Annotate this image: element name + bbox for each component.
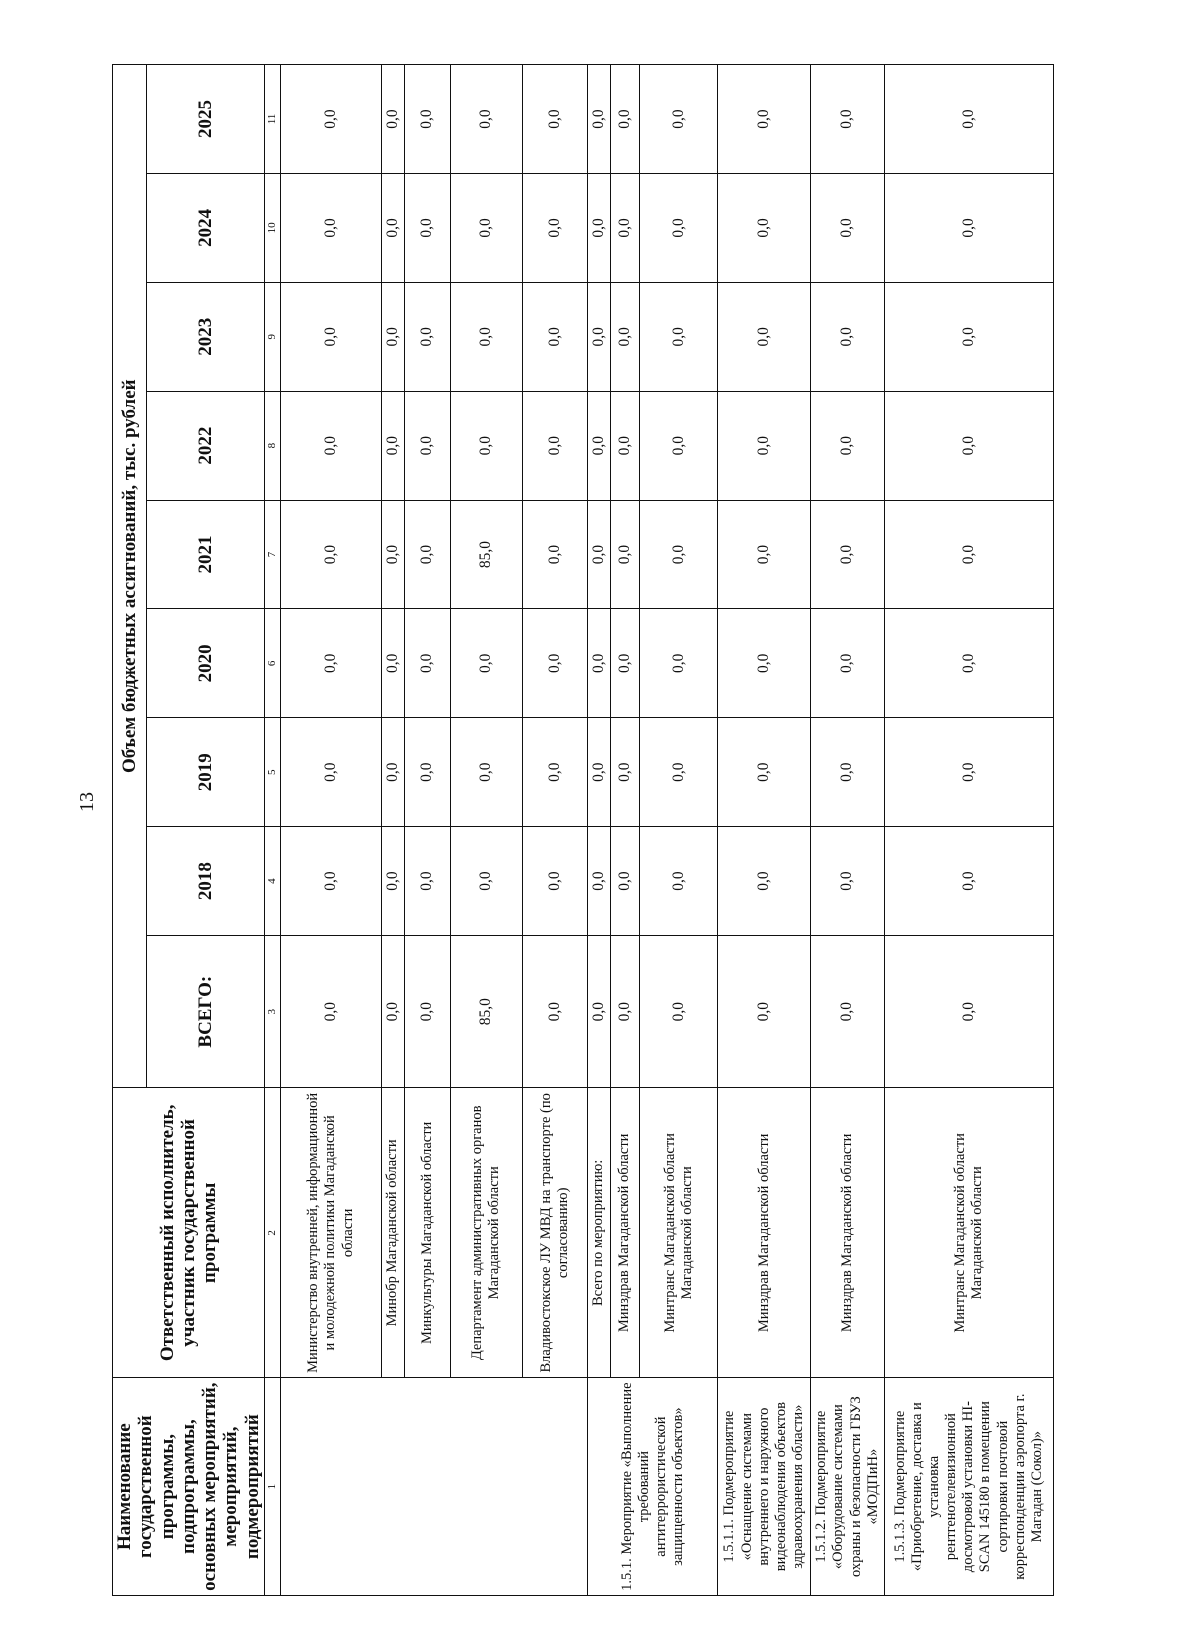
column-number: 6 (264, 609, 280, 718)
row-total-cell: 0,0 (404, 936, 450, 1088)
row-year-value-cell: 0,0 (811, 718, 885, 827)
table-row (382, 65, 404, 1596)
row-year-value-cell: 0,0 (382, 827, 404, 936)
row-year-value-cell: 0,0 (718, 500, 811, 609)
row-year-value-cell: 0,0 (640, 500, 718, 609)
row-year-value-cell: 0,0 (610, 609, 640, 718)
header-year: 2022 (146, 391, 264, 500)
row-year-value-cell: 0,0 (404, 500, 450, 609)
row-total-cell: 0,0 (718, 936, 811, 1088)
row-name-cell (280, 1378, 587, 1596)
header-executor: Ответственный исполнитель, участник государственной программы (113, 1088, 265, 1378)
row-total-cell: 0,0 (588, 936, 610, 1088)
column-number: 8 (264, 391, 280, 500)
row-year-value-cell: 0,0 (588, 173, 610, 282)
table-row (884, 65, 1053, 1596)
row-year-value-cell: 0,0 (610, 391, 640, 500)
row-year-value-cell: 0,0 (811, 609, 885, 718)
column-number: 11 (264, 65, 280, 174)
row-total-cell: 0,0 (811, 936, 885, 1088)
row-year-value-cell: 0,0 (280, 827, 381, 936)
row-year-value-cell: 0,0 (718, 391, 811, 500)
budget-table (112, 64, 1054, 1596)
column-number: 2 (264, 1088, 280, 1378)
row-year-value-cell: 0,0 (610, 500, 640, 609)
row-year-value-cell: 0,0 (522, 173, 587, 282)
row-year-value-cell: 0,0 (610, 65, 640, 174)
row-year-value-cell: 0,0 (280, 500, 381, 609)
row-year-value-cell: 0,0 (588, 609, 610, 718)
row-year-value-cell: 0,0 (382, 282, 404, 391)
row-total-cell: 85,0 (451, 936, 523, 1088)
row-executor-cell: Всего по мероприятию: (588, 1088, 610, 1378)
row-total-cell: 0,0 (640, 936, 718, 1088)
budget-table-rotated (112, 64, 1045, 1596)
header-year: 2024 (146, 173, 264, 282)
table-row (640, 65, 718, 1596)
header-total: ВСЕГО: (146, 936, 264, 1088)
table-row (280, 65, 381, 1596)
row-year-value-cell: 0,0 (610, 282, 640, 391)
row-executor-cell: Владивостокское ЛУ МВД на транспорте (по согласованию) (522, 1088, 587, 1378)
row-executor-cell: Министерство внутренней, информационной и молодежной политики Магаданской области (280, 1088, 381, 1378)
row-year-value-cell: 0,0 (884, 827, 1053, 936)
header-name: Наименование государственной программы, подпрограммы, основных мероприятий, мероприятий, подмероприятий (113, 1378, 265, 1596)
row-year-value-cell: 0,0 (451, 282, 523, 391)
table-row (610, 65, 640, 1596)
row-year-value-cell: 0,0 (280, 173, 381, 282)
row-year-value-cell: 0,0 (522, 391, 587, 500)
row-year-value-cell: 0,0 (522, 282, 587, 391)
row-year-value-cell: 0,0 (382, 609, 404, 718)
row-name-cell: 1.5.1.1. Подмероприятие «Оснащение системами внутреннего и наружного видеонаблюдения объектов здравоохранения области» (718, 1378, 811, 1596)
table-row (451, 65, 523, 1596)
row-executor-cell: Минздрав Магаданской области (610, 1088, 640, 1378)
column-number: 5 (264, 718, 280, 827)
column-number: 1 (264, 1378, 280, 1596)
row-year-value-cell: 0,0 (884, 282, 1053, 391)
page-number: 13 (76, 792, 98, 812)
row-year-value-cell: 0,0 (640, 391, 718, 500)
row-year-value-cell: 0,0 (382, 500, 404, 609)
row-total-cell: 0,0 (382, 936, 404, 1088)
row-year-value-cell: 0,0 (280, 282, 381, 391)
row-year-value-cell: 0,0 (718, 827, 811, 936)
row-year-value-cell: 0,0 (884, 718, 1053, 827)
column-number: 9 (264, 282, 280, 391)
row-year-value-cell: 0,0 (640, 609, 718, 718)
row-total-cell: 0,0 (522, 936, 587, 1088)
row-year-value-cell: 0,0 (718, 173, 811, 282)
row-year-value-cell: 0,0 (451, 173, 523, 282)
row-year-value-cell: 0,0 (382, 391, 404, 500)
row-year-value-cell: 0,0 (588, 827, 610, 936)
row-total-cell: 0,0 (884, 936, 1053, 1088)
row-year-value-cell: 0,0 (280, 609, 381, 718)
row-year-value-cell: 0,0 (811, 391, 885, 500)
row-name-cell: 1.5.1.3. Подмероприятие «Приобретение, доставка и установка рентгенотелевизионной досмотровой установки HI-SCAN 145180 в помещении сортировки почтовой корреспонденции аэропорта г. Магадан (Сокол)» (884, 1378, 1053, 1596)
row-year-value-cell: 0,0 (718, 65, 811, 174)
column-number: 4 (264, 827, 280, 936)
row-year-value-cell: 0,0 (522, 827, 587, 936)
row-year-value-cell: 0,0 (451, 391, 523, 500)
row-year-value-cell: 0,0 (640, 827, 718, 936)
header-year: 2020 (146, 609, 264, 718)
row-executor-cell: Департамент административных органов Магаданской области (451, 1088, 523, 1378)
row-year-value-cell: 85,0 (451, 500, 523, 609)
row-year-value-cell: 0,0 (811, 827, 885, 936)
row-executor-cell: Минобр Магаданской области (382, 1088, 404, 1378)
header-year: 2023 (146, 282, 264, 391)
row-total-cell: 0,0 (280, 936, 381, 1088)
row-executor-cell: Минкультуры Магаданской области (404, 1088, 450, 1378)
column-number: 10 (264, 173, 280, 282)
header-year: 2019 (146, 718, 264, 827)
row-year-value-cell: 0,0 (588, 500, 610, 609)
row-year-value-cell: 0,0 (404, 65, 450, 174)
row-year-value-cell: 0,0 (280, 65, 381, 174)
row-year-value-cell: 0,0 (522, 65, 587, 174)
row-year-value-cell: 0,0 (588, 65, 610, 174)
row-executor-cell: Минздрав Магаданской области (718, 1088, 811, 1378)
table-row (588, 65, 610, 1596)
table-body (280, 65, 1053, 1596)
row-year-value-cell: 0,0 (382, 718, 404, 827)
header-year: 2025 (146, 65, 264, 174)
row-year-value-cell: 0,0 (588, 718, 610, 827)
row-year-value-cell: 0,0 (884, 391, 1053, 500)
row-total-cell: 0,0 (610, 936, 640, 1088)
table-row (718, 65, 811, 1596)
row-year-value-cell: 0,0 (522, 609, 587, 718)
table-row (404, 65, 450, 1596)
row-year-value-cell: 0,0 (588, 282, 610, 391)
header-budget-group: Объем бюджетных ассигнований, тыс. рублей (113, 65, 147, 1088)
row-year-value-cell: 0,0 (811, 500, 885, 609)
row-year-value-cell: 0,0 (522, 500, 587, 609)
row-year-value-cell: 0,0 (640, 718, 718, 827)
row-year-value-cell: 0,0 (718, 609, 811, 718)
row-year-value-cell: 0,0 (451, 718, 523, 827)
row-year-value-cell: 0,0 (404, 827, 450, 936)
row-year-value-cell: 0,0 (404, 173, 450, 282)
column-number: 7 (264, 500, 280, 609)
row-executor-cell: Минтранс Магаданской области Магаданской области (640, 1088, 718, 1378)
row-year-value-cell: 0,0 (451, 827, 523, 936)
row-year-value-cell: 0,0 (718, 718, 811, 827)
row-year-value-cell: 0,0 (811, 65, 885, 174)
row-year-value-cell: 0,0 (280, 718, 381, 827)
row-year-value-cell: 0,0 (451, 65, 523, 174)
row-year-value-cell: 0,0 (404, 609, 450, 718)
row-year-value-cell: 0,0 (280, 391, 381, 500)
row-year-value-cell: 0,0 (884, 173, 1053, 282)
row-year-value-cell: 0,0 (811, 173, 885, 282)
row-name-cell: 1.5.1. Мероприятие «Выполнение требований антитеррористической защищенности объектов» (588, 1378, 718, 1596)
row-year-value-cell: 0,0 (884, 500, 1053, 609)
header-year: 2018 (146, 827, 264, 936)
row-year-value-cell: 0,0 (404, 282, 450, 391)
row-year-value-cell: 0,0 (884, 65, 1053, 174)
column-number: 3 (264, 936, 280, 1088)
row-year-value-cell: 0,0 (610, 718, 640, 827)
row-year-value-cell: 0,0 (640, 173, 718, 282)
row-year-value-cell: 0,0 (404, 718, 450, 827)
row-year-value-cell: 0,0 (588, 391, 610, 500)
row-executor-cell: Минтранс Магаданской области Магаданской области (884, 1088, 1053, 1378)
table-row (811, 65, 885, 1596)
row-year-value-cell: 0,0 (382, 173, 404, 282)
row-year-value-cell: 0,0 (811, 282, 885, 391)
row-executor-cell: Минздрав Магаданской области (811, 1088, 885, 1378)
row-year-value-cell: 0,0 (610, 173, 640, 282)
row-year-value-cell: 0,0 (640, 65, 718, 174)
row-year-value-cell: 0,0 (382, 65, 404, 174)
row-year-value-cell: 0,0 (718, 282, 811, 391)
table-row (522, 65, 587, 1596)
row-year-value-cell: 0,0 (522, 718, 587, 827)
row-year-value-cell: 0,0 (451, 609, 523, 718)
row-year-value-cell: 0,0 (610, 827, 640, 936)
row-year-value-cell: 0,0 (404, 391, 450, 500)
row-year-value-cell: 0,0 (640, 282, 718, 391)
header-year: 2021 (146, 500, 264, 609)
row-name-cell: 1.5.1.2. Подмероприятие «Оборудование системами охраны и безопасности ГБУЗ «МОДПиН» (811, 1378, 885, 1596)
row-year-value-cell: 0,0 (884, 609, 1053, 718)
